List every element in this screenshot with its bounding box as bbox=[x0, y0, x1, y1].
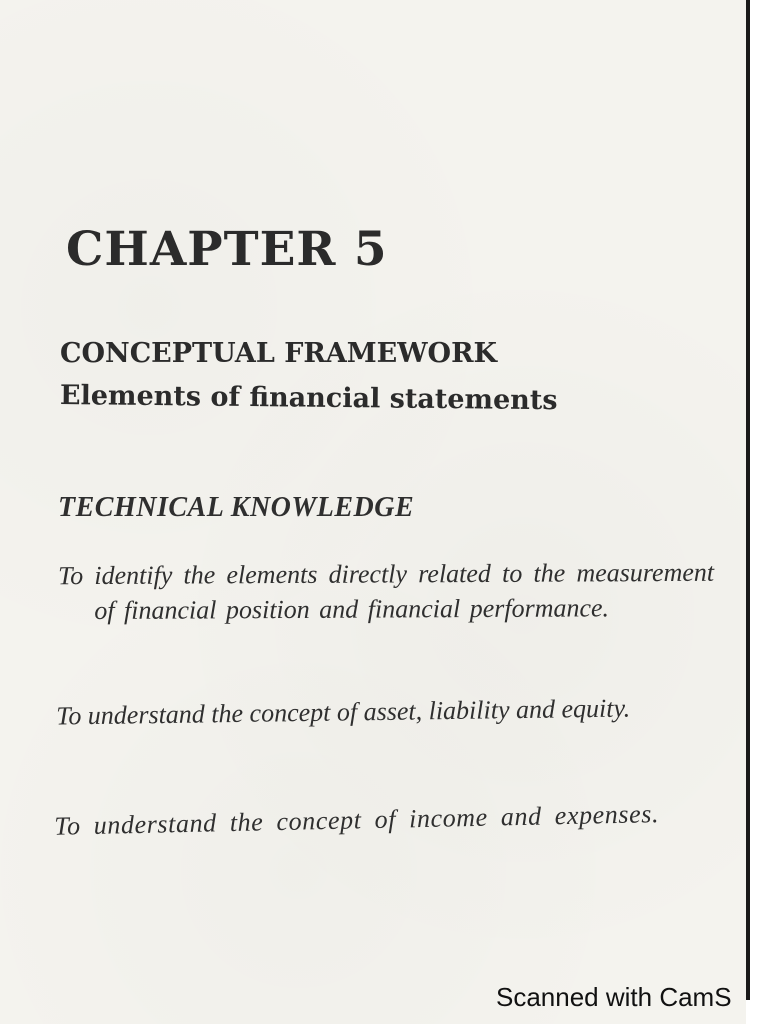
objective-2: To understand the concept of asset, liability and equity. bbox=[56, 693, 631, 731]
objective-3: To understand the concept of income and expenses. bbox=[54, 799, 660, 841]
objective-1: To identify the elements directly related to the measurement of financial position and financial performance. bbox=[58, 557, 715, 625]
page-edge-shadow bbox=[746, 0, 750, 1000]
chapter-title: CHAPTER 5 bbox=[66, 222, 388, 277]
section-subheading: Elements of financial statements bbox=[59, 380, 558, 417]
section-heading: CONCEPTUAL FRAMEWORK bbox=[60, 338, 497, 369]
technical-knowledge-heading: TECHNICAL KNOWLEDGE bbox=[58, 492, 415, 523]
scanner-watermark: Scanned with CamS bbox=[496, 982, 732, 1012]
